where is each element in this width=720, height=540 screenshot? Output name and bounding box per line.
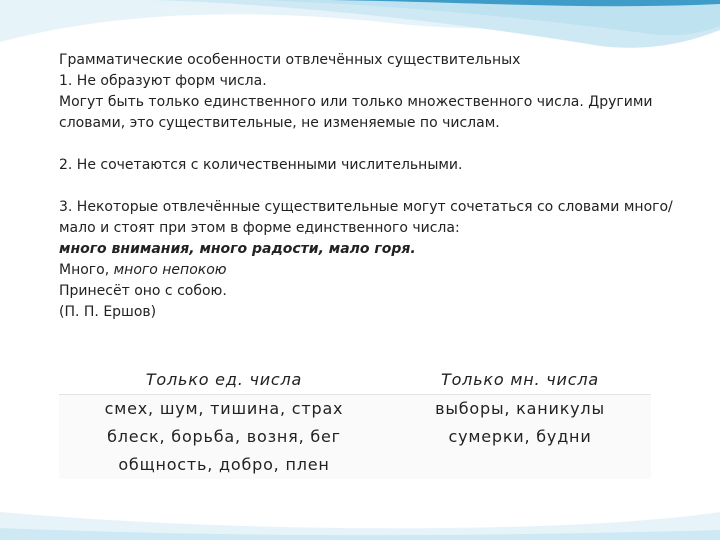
table-row — [59, 395, 651, 423]
number-table — [59, 366, 651, 479]
point-2: 2. Не сочетаются с количественными числительными. — [59, 157, 463, 173]
table-cell: блеск, борьба, возня, бег — [107, 427, 341, 446]
table-cell: смех, шум, тишина, страх — [104, 399, 344, 418]
table-cell: выборы, каникулы — [435, 399, 605, 418]
text-content — [59, 50, 679, 323]
point-1-description: Могут быть только единственного или только множественного числа. Другими словами, это существительные, не изменяемые по числам. — [59, 94, 653, 131]
table-cell — [389, 451, 651, 479]
example-phrases: много внимания, много радости, мало горя. — [59, 241, 416, 257]
point-1: 1. Не образуют форм числа. — [59, 73, 267, 89]
header-singular: Только ед. числа — [145, 370, 303, 389]
table-body — [59, 395, 651, 479]
point-3: 3. Некоторые отвлечённые существительные могут сочетаться со словами много/мало и стоят при этом в форме единственного числа: — [59, 199, 673, 236]
table-header-row — [59, 366, 651, 395]
poem-author: (П. П. Ершов) — [59, 304, 157, 320]
slide-title: Грамматические особенности отвлечённых существительных — [59, 52, 521, 68]
poem-line-2: Принесёт оно с собою. — [59, 283, 227, 299]
poem-line-1-plain: Много, — [59, 262, 114, 278]
table-row — [59, 423, 651, 451]
poem-line-1-italic: много непокою — [113, 262, 227, 278]
table-cell: общность, добро, плен — [118, 455, 330, 474]
header-plural: Только мн. числа — [441, 370, 599, 389]
table-cell: сумерки, будни — [448, 427, 592, 446]
poem-line-1 — [59, 260, 679, 281]
table-row — [59, 451, 651, 479]
